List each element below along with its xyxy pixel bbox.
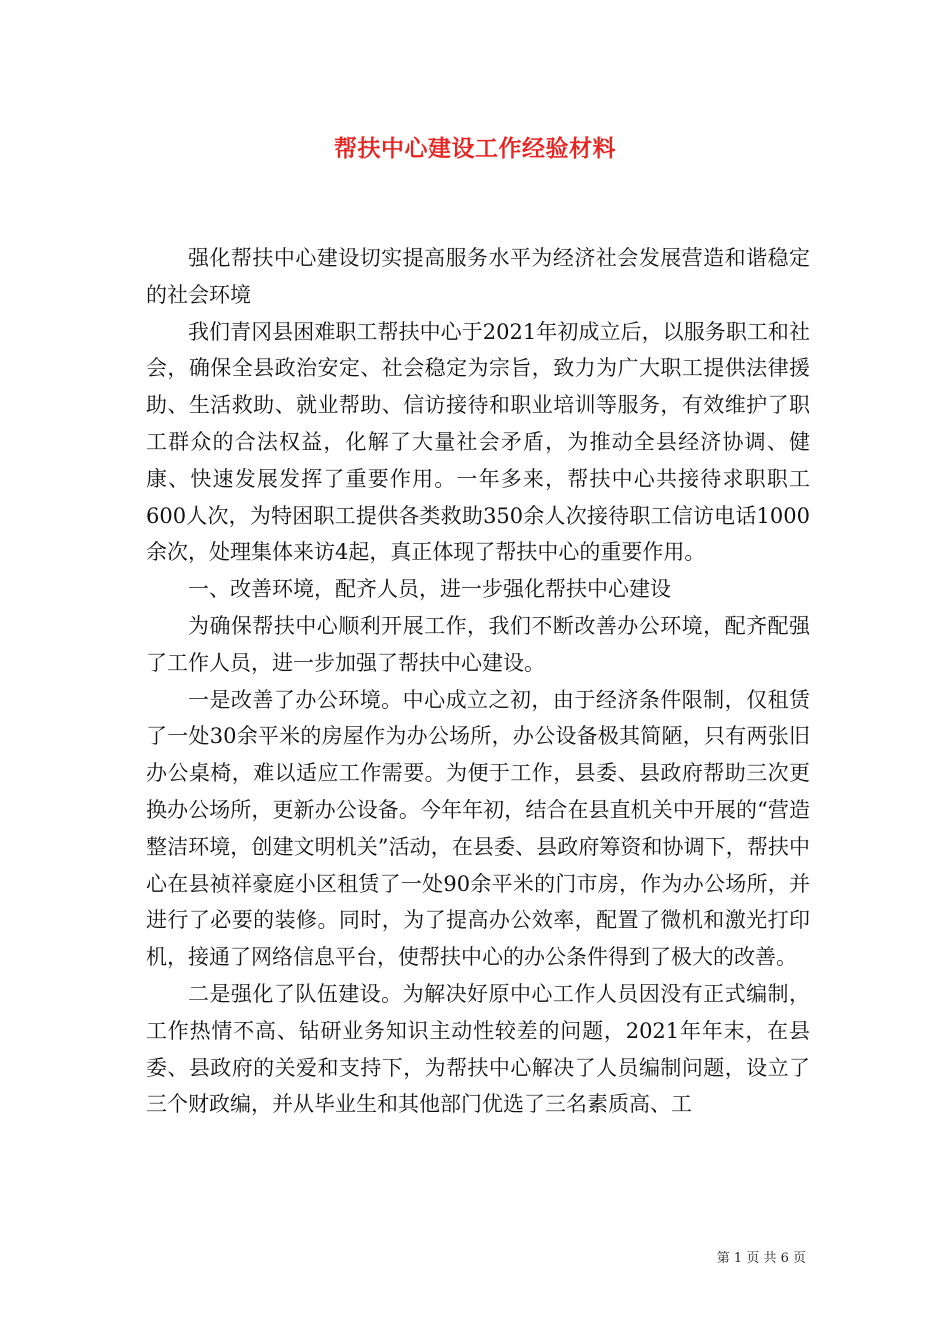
document-body [146, 240, 810, 1123]
paragraph-section-1-intro: 为确保帮扶中心顺利开展工作，我们不断改善办公环境，配齐配强了工作人员，进一步加强了帮扶中心建设。 [146, 613, 810, 675]
paragraph-team-building: 二是强化了队伍建设。为解决好原中心工作人员因没有正式编制，工作热情不高、钻研业务知识主动性较差的问题，2021年年末，在县委、县政府的关爱和支持下，为帮扶中心解决了人员编制问题，设立了三个财政编，并从毕业生和其他部门优选了三名素质高、工 [146, 981, 810, 1117]
paragraph-intro: 我们青冈县困难职工帮扶中心于2021年初成立后，以服务职工和社会，确保全县政治安定、社会稳定为宗旨，致力为广大职工提供法律援助、生活救助、就业帮助、信访接待和职业培训等服务，有效维护了职工群众的合法权益，化解了大量社会矛盾，为推动全县经济协调、健康、快速发展发挥了重要作用。一年多来，帮扶中心共接待求职职工600人次，为特困职工提供各类救助350余人次接待职工信访电话1000余次，处理集体来访4起，真正体现了帮扶中心的重要作用。 [146, 319, 810, 565]
document-title: 帮扶中心建设工作经验材料 [334, 135, 616, 162]
section-heading-1: 一、改善环境，配齐人员，进一步强化帮扶中心建设 [188, 577, 671, 602]
page-number: 第 1 页 共 6 页 [716, 1251, 806, 1266]
paragraph-subtitle: 强化帮扶中心建设切实提高服务水平为经济社会发展营造和谐稳定的社会环境 [146, 246, 810, 307]
paragraph-office-environment: 一是改善了办公环境。中心成立之初，由于经济条件限制，仅租赁了一处30余平米的房屋作为办公场所，办公设备极其简陋，只有两张旧办公桌椅，难以适应工作需要。为便于工作，县委、县政府帮助三次更换办公场所，更新办公设备。今年年初，结合在县直机关中开展的“营造整洁环境，创建文明机关”活动，在县委、县政府筹资和协调下，帮扶中心在县祯祥豪庭小区租赁了一处90余平米的门市房，作为办公场所，并进行了必要的装修。同时，为了提高办公效率，配置了微机和激光打印机，接通了网络信息平台，使帮扶中心的办公条件得到了极大的改善。 [146, 687, 810, 970]
